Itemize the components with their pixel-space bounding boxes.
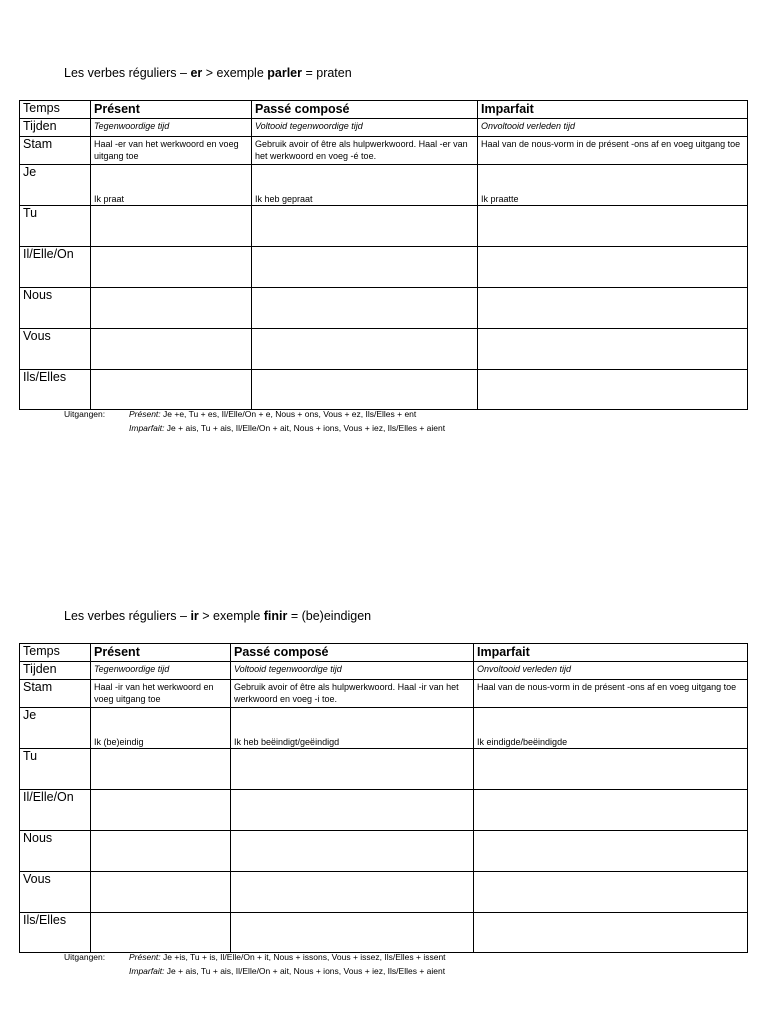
footer-endings-ir [64, 950, 446, 978]
row-label-tu: Tu [20, 206, 91, 247]
table-row [20, 708, 748, 749]
example-text: Ik (be)eindig [94, 737, 144, 747]
conjugation-table-er [19, 100, 748, 410]
cell-je-present [91, 165, 252, 206]
cell-empty[interactable] [478, 247, 748, 288]
present-endings: Je +is, Tu + is, Il/Elle/On + it, Nous + issons, Vous + issez, Ils/Elles + issent [160, 952, 446, 962]
header-present: Présent [91, 644, 231, 662]
header-temps: Temps [20, 101, 91, 119]
cell-empty[interactable] [231, 872, 474, 913]
cell-empty[interactable] [252, 288, 478, 329]
header-present: Présent [91, 101, 252, 119]
table-row [20, 247, 748, 288]
row-label-stam: Stam [20, 680, 91, 708]
conjugation-table-ir [19, 643, 748, 953]
row-label-stam: Stam [20, 137, 91, 165]
example-text: Ik praatte [481, 194, 519, 204]
cell-empty[interactable] [478, 288, 748, 329]
row-label-tijden: Tijden [20, 119, 91, 137]
row-label-ils-elles: Ils/Elles [20, 913, 91, 953]
header-passe-compose: Passé composé [231, 644, 474, 662]
footer-line-imparfait [64, 964, 446, 978]
table-row [20, 206, 748, 247]
row-label-vous: Vous [20, 872, 91, 913]
example-text: Ik heb gepraat [255, 194, 313, 204]
cell-empty[interactable] [252, 370, 478, 410]
cell-tijden-imparfait: Onvoltooid verleden tijd [474, 662, 748, 680]
row-label-nous: Nous [20, 288, 91, 329]
cell-empty[interactable] [91, 329, 252, 370]
cell-tijden-passe: Voltooid tegenwoordige tijd [252, 119, 478, 137]
table-row [20, 831, 748, 872]
cell-empty[interactable] [252, 206, 478, 247]
footer-line-imparfait [64, 421, 445, 435]
title-ending: er [190, 66, 203, 80]
title-verb: finir [263, 609, 288, 623]
cell-stam-imparfait: Haal van de nous-vorm in de présent -ons af en voeg uitgang toe [478, 137, 748, 165]
table-row [20, 644, 748, 662]
footer-line-present [64, 407, 445, 421]
present-endings: Je +e, Tu + es, Il/Elle/On + e, Nous + ons, Vous + ez, Ils/Elles + ent [160, 409, 417, 419]
title-suffix: = (be)eindigen [287, 609, 372, 623]
present-label: Présent: [129, 952, 161, 962]
imparfait-label: Imparfait: [129, 966, 165, 976]
table-row [20, 119, 748, 137]
title-ending: ir [190, 609, 199, 623]
cell-stam-passe: Gebruik avoir of être als hulpwerkwoord. Haal -er van het werkwoord en voeg -é toe. [252, 137, 478, 165]
cell-empty[interactable] [474, 913, 748, 953]
cell-stam-passe: Gebruik avoir of être als hulpwerkwoord. Haal -ir van het werkwoord en voeg -i toe. [231, 680, 474, 708]
section-title-er [64, 66, 352, 80]
cell-tijden-present: Tegenwoordige tijd [91, 119, 252, 137]
cell-stam-imparfait: Haal van de nous-vorm in de présent -ons af en voeg uitgang toe [474, 680, 748, 708]
footer-line-present [64, 950, 446, 964]
present-label: Présent: [129, 409, 161, 419]
section-title-ir [64, 609, 371, 623]
title-prefix: Les verbes réguliers – [64, 66, 191, 80]
cell-tijden-imparfait: Onvoltooid verleden tijd [478, 119, 748, 137]
cell-tijden-passe: Voltooid tegenwoordige tijd [231, 662, 474, 680]
table-row [20, 101, 748, 119]
cell-je-present [91, 708, 231, 749]
cell-empty[interactable] [91, 247, 252, 288]
cell-empty[interactable] [231, 913, 474, 953]
header-imparfait: Imparfait [474, 644, 748, 662]
cell-empty[interactable] [91, 831, 231, 872]
cell-je-imparfait [474, 708, 748, 749]
cell-je-imparfait [478, 165, 748, 206]
cell-empty[interactable] [252, 247, 478, 288]
row-label-il-elle-on: Il/Elle/On [20, 247, 91, 288]
title-middle: > exemple [198, 609, 264, 623]
footer-endings-er [64, 407, 445, 435]
table-row [20, 137, 748, 165]
cell-stam-present: Haal -er van het werkwoord en voeg uitgang toe [91, 137, 252, 165]
header-temps: Temps [20, 644, 91, 662]
cell-empty[interactable] [478, 329, 748, 370]
cell-tijden-present: Tegenwoordige tijd [91, 662, 231, 680]
example-text: Ik heb beëindigt/geëindigd [234, 737, 340, 747]
row-label-il-elle-on: Il/Elle/On [20, 790, 91, 831]
table-row [20, 913, 748, 953]
cell-empty[interactable] [91, 872, 231, 913]
cell-empty[interactable] [91, 288, 252, 329]
row-label-je: Je [20, 708, 91, 749]
table-row [20, 329, 748, 370]
header-imparfait: Imparfait [478, 101, 748, 119]
footer-label: Uitgangen: [64, 952, 106, 962]
cell-empty[interactable] [91, 790, 231, 831]
cell-empty[interactable] [231, 749, 474, 790]
cell-stam-present: Haal -ir van het werkwoord en voeg uitgang toe [91, 680, 231, 708]
example-text: Ik praat [94, 194, 125, 204]
header-passe-compose: Passé composé [252, 101, 478, 119]
title-suffix: = praten [302, 66, 352, 80]
table-row [20, 749, 748, 790]
example-text: Ik eindigde/beëindigde [477, 737, 568, 747]
cell-empty[interactable] [91, 206, 252, 247]
table-row [20, 288, 748, 329]
cell-empty[interactable] [231, 790, 474, 831]
cell-empty[interactable] [474, 749, 748, 790]
cell-empty[interactable] [231, 831, 474, 872]
row-label-tu: Tu [20, 749, 91, 790]
imparfait-endings: Je + ais, Tu + ais, Il/Elle/On + ait, Nous + ions, Vous + iez, Ils/Elles + aient [164, 423, 446, 433]
cell-empty[interactable] [91, 913, 231, 953]
row-label-je: Je [20, 165, 91, 206]
table-row [20, 662, 748, 680]
imparfait-label: Imparfait: [129, 423, 165, 433]
table-row [20, 680, 748, 708]
table-row [20, 790, 748, 831]
cell-empty[interactable] [474, 790, 748, 831]
title-verb: parler [267, 66, 302, 80]
row-label-tijden: Tijden [20, 662, 91, 680]
cell-empty[interactable] [478, 370, 748, 410]
table-row [20, 165, 748, 206]
title-prefix: Les verbes réguliers – [64, 609, 191, 623]
cell-empty[interactable] [91, 370, 252, 410]
cell-empty[interactable] [478, 206, 748, 247]
imparfait-endings: Je + ais, Tu + ais, Il/Elle/On + ait, Nous + ions, Vous + iez, Ils/Elles + aient [164, 966, 446, 976]
table-row [20, 872, 748, 913]
row-label-vous: Vous [20, 329, 91, 370]
cell-empty[interactable] [91, 749, 231, 790]
cell-empty[interactable] [252, 329, 478, 370]
row-label-ils-elles: Ils/Elles [20, 370, 91, 410]
cell-je-passe [231, 708, 474, 749]
title-middle: > exemple [202, 66, 268, 80]
cell-je-passe [252, 165, 478, 206]
row-label-nous: Nous [20, 831, 91, 872]
table-row [20, 370, 748, 410]
cell-empty[interactable] [474, 831, 748, 872]
cell-empty[interactable] [474, 872, 748, 913]
footer-label: Uitgangen: [64, 409, 106, 419]
